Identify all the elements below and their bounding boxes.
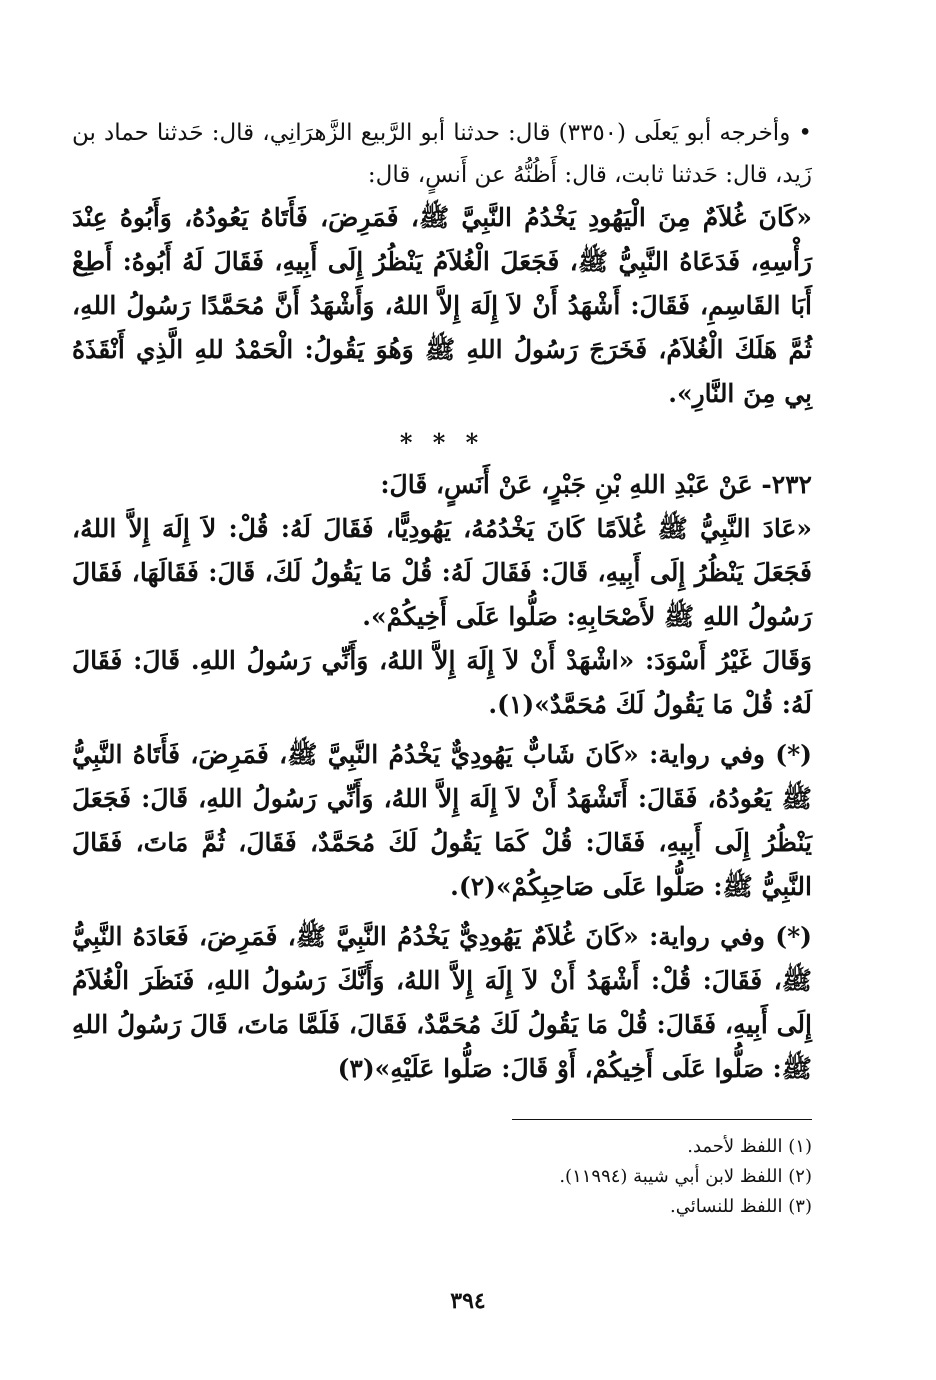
- riwaya-2: (*) وفي رواية: «كَانَ غُلاَمٌ يَهُودِيٌّ يَخْدُمُ النَّبِيَّ ﷺ، فَمَرِضَ، فَعَادَهُ النَّبِيُّ ﷺ، فَقَالَ: قُلْ: أَشْهَدُ أَنْ لاَ إِلَهَ إِلاَّ اللهُ، وَأَنَّكَ رَسُولُ اللهِ، فَنَظَرَ الْغُلاَمُ إِلَى أَبِيهِ، فَقَالَ: قُلْ مَا يَقُولُ لَكَ مُحَمَّدٌ، فَقَالَ، فَلَمَّا مَاتَ، قَالَ رَسُولُ اللهِ ﷺ: صَلُّوا عَلَى أَخِيكُمْ، أَوْ قَالَ: صَلُّوا عَلَيْهِ»(٣): [72, 922, 812, 1083]
- hadith-aswad-note: وَقَالَ غَيْرُ أَسْوَدَ: «اشْهَدْ أَنْ لاَ إِلَهَ إِلاَّ اللهُ، وَأَنِّي رَسُولُ اللهِ. قَالَ: فَقَالَ لَهُ: قُلْ مَا يَقُولُ لَكَ مُحَمَّدٌ»(١).: [72, 646, 812, 719]
- footnote-1: (١) اللفظ لأحمد.: [687, 1136, 812, 1157]
- page-body: [72, 112, 812, 1222]
- isnad-intro: • وأخرجه أبو يَعلَى (٣٣٥٠) قال: حدثنا أبو الرَّبيع الزَّهرَانِي، قال: حَدثنا حماد بن زَيد، قال: حَدثنا ثابت، قال: أَظُنُّهُ عن أَنسٍ، قال:: [72, 120, 812, 188]
- footnote-3: (٣) اللفظ للنسائي.: [670, 1196, 812, 1217]
- page-number: ٣٩٤: [450, 1288, 486, 1314]
- footnote-divider: [512, 1119, 812, 1120]
- riwaya-1: (*) وفي رواية: «كَانَ شَابٌّ يَهُودِيٌّ يَخْدُمُ النَّبِيَّ ﷺ، فَمَرِضَ، فَأَتَاهُ النَّبِيُّ ﷺ يَعُودُهُ، فَقَالَ: أَتَشْهَدُ أَنْ لاَ إِلَهَ إِلاَّ اللهُ، وَأَنِّي رَسُولُ اللهِ، قَالَ: فَجَعَلَ يَنْظُرُ إِلَى أَبِيهِ، فَقَالَ: قُلْ كَمَا يَقُولُ لَكَ مُحَمَّدٌ، فَقَالَ، ثُمَّ مَاتَ، فَقَالَ النَّبِيُّ ﷺ: صَلُّوا عَلَى صَاحِبِكُمْ»(٢).: [72, 740, 812, 901]
- hadith-heading-232: ٢٣٢- عَنْ عَبْدِ اللهِ بْنِ جَبْرٍ، عَنْ أَنَسٍ، قَالَ:: [380, 470, 812, 499]
- hadith-text-232: «عَادَ النَّبِيُّ ﷺ غُلاَمًا كَانَ يَخْدُمُهُ، يَهُودِيًّا، فَقَالَ لَهُ: قُلْ: لاَ إِلَهَ إِلاَّ اللهُ، فَجَعَلَ يَنْظُرُ إِلَى أَبِيهِ، قَالَ: فَقَالَ لَهُ: قُلْ مَا يَقُولُ لَكَ، قَالَ: فَقَالَهَا، فَقَالَ رَسُولُ اللهِ ﷺ لأَصْحَابِهِ: صَلُّوا عَلَى أَخِيكُمْ».: [72, 514, 812, 631]
- section-separator: * * *: [399, 428, 485, 457]
- footnote-2: (٢) اللفظ لابن أبي شيبة (١١٩٩٤).: [559, 1166, 812, 1187]
- hadith-text-1: «كَانَ غُلاَمٌ مِنَ الْيَهُودِ يَخْدُمُ النَّبِيَّ ﷺ، فَمَرِضَ، فَأَتَاهُ يَعُودُهُ، وَأَبُوهُ عِنْدَ رَأْسِهِ، فَدَعَاهُ النَّبِيُّ ﷺ، فَجَعَلَ الْغُلاَمُ يَنْظُرُ إِلَى أَبِيهِ، فَقَالَ لَهُ أَبُوهُ: أَطِعْ أَبَا القَاسِمِ، فَقَالَ: أَشْهَدُ أَنْ لاَ إِلَهَ إِلاَّ اللهُ، وَأَشْهَدُ أَنَّ مُحَمَّدًا رَسُولُ اللهِ، ثُمَّ هَلَكَ الْغُلاَمُ، فَخَرَجَ رَسُولُ اللهِ ﷺ وَهُوَ يَقُولُ: الْحَمْدُ للهِ الَّذِي أَنْقَذَهُ بِي مِنَ النَّارِ».: [72, 203, 812, 408]
